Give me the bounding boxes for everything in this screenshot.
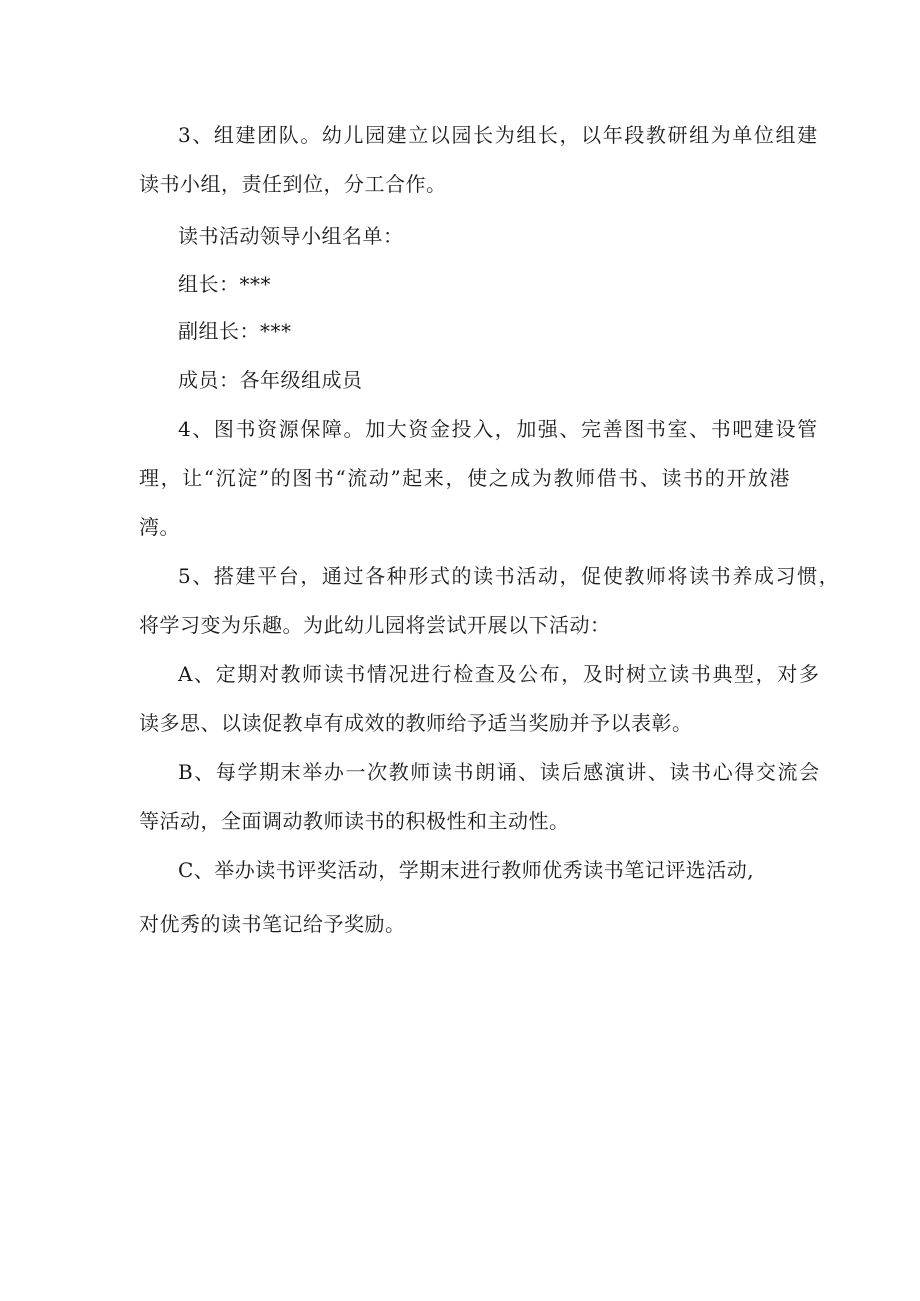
paragraph-4-line-2: 理，让“沉淀”的图书“流动”起来，使之成为教师借书、读书的开放港 <box>139 466 792 490</box>
item-b-line-1: B、每学期末举办一次教师读书朗诵、读后感演讲、读书心得交流会 <box>178 760 821 784</box>
paragraph-3-line-1: 3、组建团队。幼儿园建立以园长为组长，以年段教研组为单位组建 <box>178 123 819 147</box>
paragraph-4-line-3: 湾。 <box>139 515 180 539</box>
group-members: 成员：各年级组成员 <box>178 368 363 392</box>
item-a-line-1: A、定期对教师读书情况进行检查及公布，及时树立读书典型，对多 <box>178 662 821 686</box>
item-c-line-2: 对优秀的读书笔记给予奖励。 <box>139 912 406 936</box>
deputy-group-leader: 副组长：*** <box>178 319 292 343</box>
group-leader: 组长：*** <box>178 272 271 296</box>
paragraph-5-line-1: 5、搭建平台，通过各种形式的读书活动，促使教师将读书养成习惯， <box>178 564 841 588</box>
item-c-line-1: C、举办读书评奖活动，学期末进行教师优秀读书笔记评选活动, <box>178 858 755 882</box>
item-b-line-2: 等活动，全面调动教师读书的积极性和主动性。 <box>139 809 570 833</box>
paragraph-3-line-2: 读书小组，责任到位，分工合作。 <box>139 172 447 196</box>
item-a-line-2: 读多思、以读促教卓有成效的教师给予适当奖励并予以表彰。 <box>139 711 693 735</box>
paragraph-4-line-1: 4、图书资源保障。加大资金投入，加强、完善图书室、书吧建设管 <box>178 417 819 441</box>
leadership-group-heading: 读书活动领导小组名单： <box>178 224 404 248</box>
paragraph-5-line-2: 将学习变为乐趣。为此幼儿园将尝试开展以下活动： <box>139 613 611 637</box>
